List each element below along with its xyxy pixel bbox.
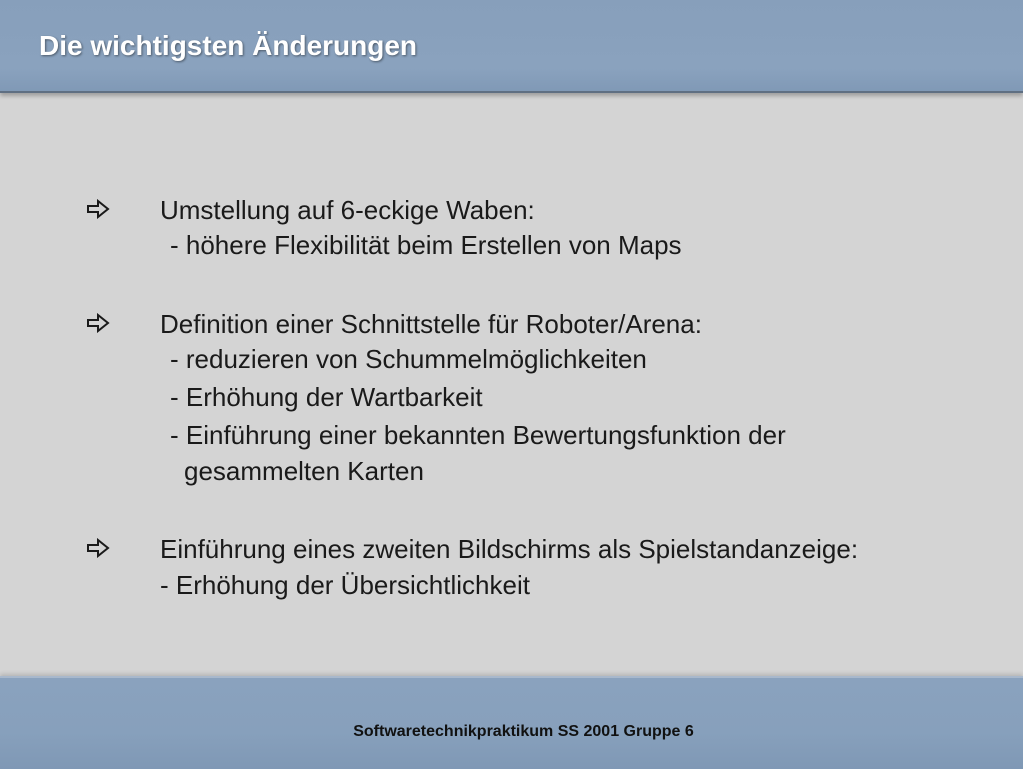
bullet-3-sub-1: - Erhöhung der Übersichtlichkeit [160, 570, 530, 600]
arrow-right-outline-icon [86, 199, 110, 219]
bullet-1-sub-1: - höhere Flexibilität beim Erstellen von Maps [170, 230, 682, 260]
footer-bar [0, 676, 1023, 769]
footer-text: Softwaretechnikpraktikum SS 2001 Gruppe 6 [353, 723, 694, 740]
bullet-2-sub-2: - Erhöhung der Wartbarkeit [170, 382, 483, 412]
bullet-1-heading: Umstellung auf 6-eckige Waben: [160, 195, 535, 225]
slide-title: Die wichtigsten Änderungen [39, 30, 418, 61]
arrow-right-outline-icon [86, 313, 110, 333]
arrow-right-outline-icon [86, 538, 110, 558]
bullet-2-sub-1: - reduzieren von Schummelmöglichkeiten [170, 344, 647, 374]
bullet-2-heading: Definition einer Schnittstelle für Roboter/Arena: [160, 309, 702, 339]
bullet-2-sub-4: gesammelten Karten [184, 456, 424, 486]
bullet-3-heading: Einführung eines zweiten Bildschirms als Spielstandanzeige: [160, 534, 859, 564]
bullet-2-sub-3: - Einführung einer bekannten Bewertungsfunktion der [170, 420, 786, 450]
